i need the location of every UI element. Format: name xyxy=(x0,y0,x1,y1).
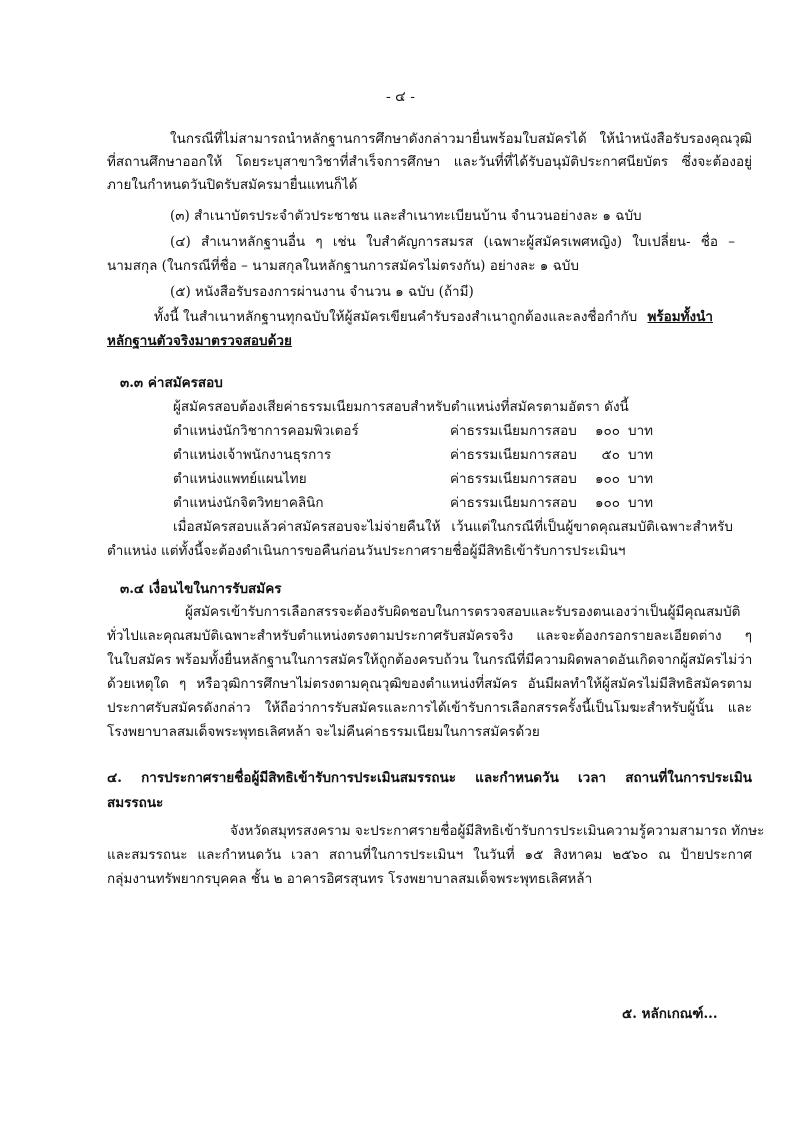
conditions-line-3: ในใบสมัคร พร้อมทั้งยื่นหลักฐานในการสมัครให้ถูกต้องครบถ้วน ในกรณีที่มีความผิดพลาดอันเกิดจากผู้สมัครไม่ว่า xyxy=(107,652,753,668)
announcement-heading-line-2: สมรรถนะ xyxy=(107,795,164,811)
fee-label: ค่าธรรมเนียมการสอบ xyxy=(450,471,577,487)
intro-line-3: ภายในกำหนดวันปิดรับสมัครมายื่นแทนก็ได้ xyxy=(107,177,358,193)
document-item-3: (๓) สำเนาบัตรประจำตัวประชาชน และสำเนาทะเบียนบ้าน จำนวนอย่างละ ๑ ฉบับ xyxy=(170,208,642,224)
conditions-heading: ๓.๔ เงื่อนไขในการรับสมัคร xyxy=(120,581,282,597)
fee-label: ค่าธรรมเนียมการสอบ xyxy=(450,447,577,463)
fees-intro: ผู้สมัครสอบต้องเสียค่าธรรมเนียมการสอบสำหรับตำแหน่งที่สมัครตามอัตรา ดังนี้ xyxy=(173,399,629,415)
document-note-text: ทั้งนี้ ในสำเนาหลักฐานทุกฉบับให้ผู้สมัครเขียนคำรับรองสำเนาถูกต้องและลงชื่อกำกับ xyxy=(154,309,638,325)
announcement-line-2: และสมรรถนะ และกำหนดวัน เวลา สถานที่ในการประเมินฯ ในวันที่ ๑๕ สิงหาคม ๒๕๖๐ ณ ป้ายประกาศ xyxy=(107,847,752,863)
page-continuation: ๕. หลักเกณฑ์... xyxy=(622,1006,718,1022)
announcement-heading-line-1: ๔. การประกาศรายชื่อผู้มีสิทธิเข้ารับการประเมินสมรรถนะ และกำหนดวัน เวลา สถานที่ในการประเมิน xyxy=(107,770,752,786)
conditions-line-6: โรงพยาบาลสมเด็จพระพุทธเลิศหล้า จะไม่คืนค่าธรรมเนียมในการสมัครด้วย xyxy=(107,724,540,740)
fee-label: ค่าธรรมเนียมการสอบ xyxy=(450,495,577,511)
fee-position: ตำแหน่งนักวิชาการคอมพิวเตอร์ xyxy=(173,423,359,439)
fee-position: ตำแหน่งนักจิตวิทยาคลินิก xyxy=(173,495,324,511)
fee-label: ค่าธรรมเนียมการสอบ xyxy=(450,423,577,439)
page-number: - ๔ - xyxy=(386,89,415,105)
fees-refund-line-1: เมื่อสมัครสอบแล้วค่าสมัครสอบจะไม่จ่ายคืนให้ เว้นแต่ในกรณีที่เป็นผู้ขาดคุณสมบัติเฉพาะสำหรับ xyxy=(173,519,733,535)
conditions-line-5: ประกาศรับสมัครดังกล่าว ให้ถือว่าการรับสมัครและการได้เข้ารับการเลือกสรรครั้งนี้เป็นโมฆะสำหรับผู้นั้น และ xyxy=(107,700,752,716)
fee-amount: ๑๐๐ xyxy=(594,471,620,487)
fee-unit: บาท xyxy=(628,471,654,487)
document-item-5: (๕) หนังสือรับรองการผ่านงาน จำนวน ๑ ฉบับ (ถ้ามี) xyxy=(170,284,474,300)
fee-position: ตำแหน่งแพทย์แผนไทย xyxy=(173,471,307,487)
announcement-line-1: จังหวัดสมุทรสงคราม จะประกาศรายชื่อผู้มีสิทธิเข้ารับการประเมินความรู้ความสามารถ ทักษะ xyxy=(230,823,765,839)
fees-heading: ๓.๓ ค่าสมัครสอบ xyxy=(120,375,223,391)
fee-amount: ๑๐๐ xyxy=(594,423,620,439)
intro-line-1: ในกรณีที่ไม่สามารถนำหลักฐานการศึกษาดังกล่าวมายื่นพร้อมใบสมัครได้ ให้นำหนังสือรับรองคุณวุฒิ xyxy=(170,131,752,147)
conditions-line-4: ด้วยเหตุใด ๆ หรือวุฒิการศึกษาไม่ตรงตามคุณวุฒิของตำแหน่งที่สมัคร อันมีผลทำให้ผู้สมัครไม่มีสิทธิสมัครตาม xyxy=(107,676,752,692)
document-item-4-line-2: นามสกุล (ในกรณีที่ชื่อ – นามสกุลในหลักฐานการสมัครไม่ตรงกัน) อย่างละ ๑ ฉบับ xyxy=(107,258,579,274)
document-note-line-1 xyxy=(154,306,713,328)
fee-amount: ๑๐๐ xyxy=(594,495,620,511)
conditions-line-1: ผู้สมัครเข้ารับการเลือกสรรจะต้องรับผิดชอบในการตรวจสอบและรับรองตนเองว่าเป็นผู้มีคุณสมบัติ xyxy=(185,604,741,620)
conditions-line-2: ทั่วไปและคุณสมบัติเฉพาะสำหรับตำแหน่งตรงตามประกาศรับสมัครจริง และจะต้องกรอกรายละเอียดต่าง ๆ xyxy=(107,628,752,644)
intro-line-2: ที่สถานศึกษาออกให้ โดยระบุสาขาวิชาที่สำเร็จการศึกษา และวันที่ที่ได้รับอนุมัติประกาศนียบัตร ซึ่งจะต้องอยู่ xyxy=(107,154,752,170)
fee-position: ตำแหน่งเจ้าพนักงานธุรการ xyxy=(173,447,332,463)
document-note-emphasis: พร้อมทั้งนำ xyxy=(647,309,713,325)
fee-unit: บาท xyxy=(628,495,654,511)
fees-refund-line-2: ตำแหน่ง แต่ทั้งนี้จะต้องดำเนินการขอคืนก่อนวันประกาศรายชื่อผู้มีสิทธิเข้ารับการประเมินฯ xyxy=(107,543,626,559)
fee-unit: บาท xyxy=(628,423,654,439)
document-note-line-2: หลักฐานตัวจริงมาตรวจสอบด้วย xyxy=(107,333,292,349)
fee-unit: บาท xyxy=(628,447,654,463)
announcement-line-3: กลุ่มงานทรัพยากรบุคคล ชั้น ๒ อาคารอิศรสุนทร โรงพยาบาลสมเด็จพระพุทธเลิศหล้า xyxy=(107,871,593,887)
fee-amount: ๕๐ xyxy=(601,447,620,463)
document-item-4-line-1: (๔) สำเนาหลักฐานอื่น ๆ เช่น ใบสำคัญการสมรส (เฉพาะผู้สมัครเพศหญิง) ใบเปลี่ยน- ชื่อ – xyxy=(170,234,735,250)
